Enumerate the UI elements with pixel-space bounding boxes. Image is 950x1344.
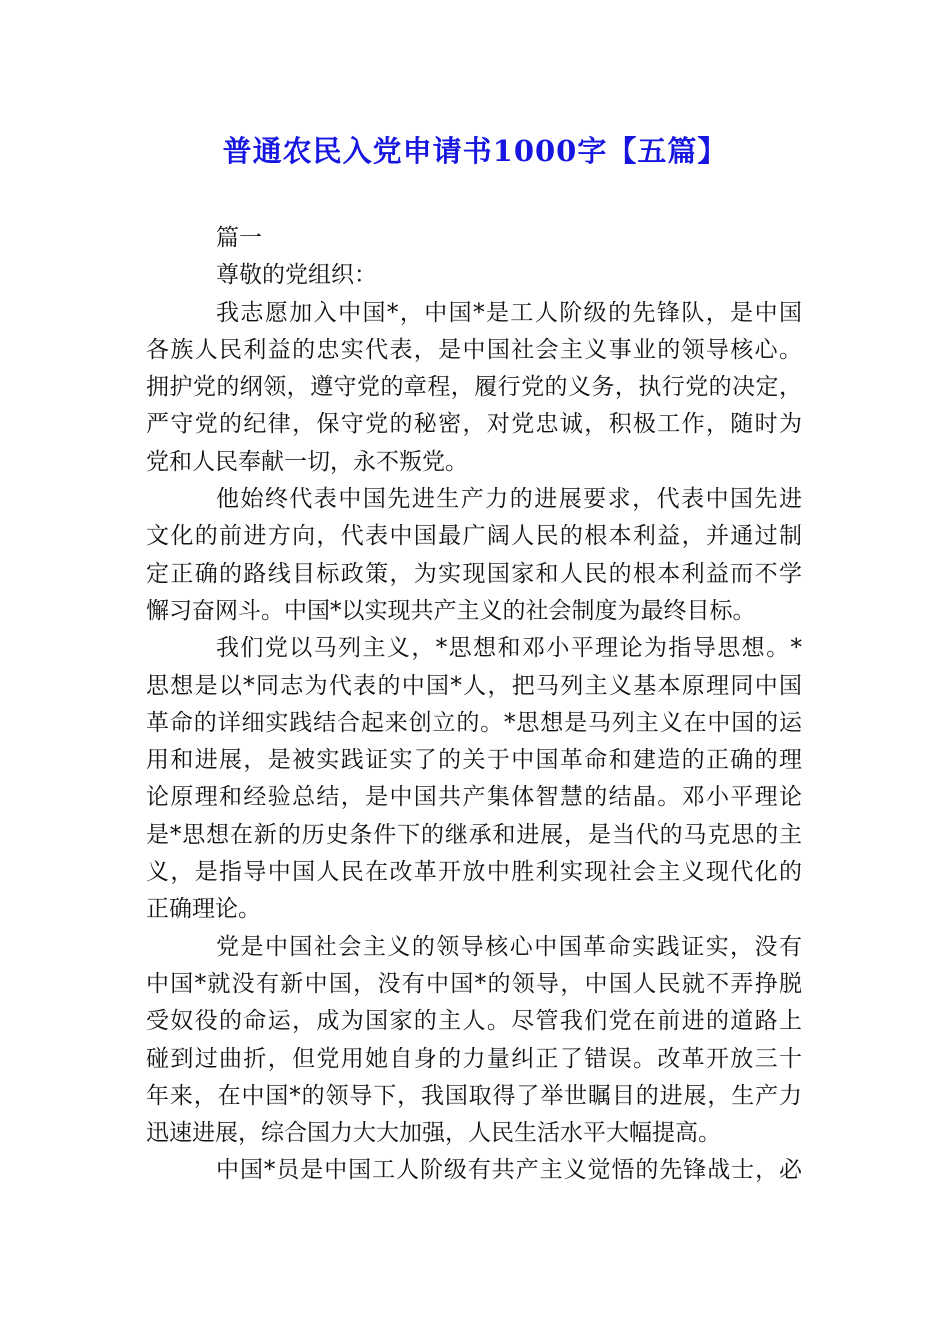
paragraph-line: 用和进展，是被实践证实了的关于中国革命和建造的正确的理	[146, 747, 802, 774]
paragraph-4	[146, 929, 802, 1153]
document-body	[146, 220, 802, 1190]
paragraph-line: 我们党以马列主义，*思想和邓小平理论为指导思想。*	[216, 635, 802, 662]
paragraph-line: 懈习奋网斗。中国*以实现共产主义的社会制度为最终目标。	[146, 597, 756, 624]
paragraph-line: 年来，在中国*的领导下，我国取得了举世瞩目的进展，生产力	[146, 1082, 802, 1109]
paragraph-line: 迅速进展，综合国力大大加强，人民生活水平大幅提高。	[146, 1120, 721, 1147]
paragraph-line: 严守党的纪律，保守党的秘密，对党忠诚，积极工作，随时为	[146, 411, 802, 438]
paragraph-line: 思想是以*同志为代表的中国*人，把马列主义基本原理同中国	[146, 672, 802, 699]
paragraph-line: 义，是指导中国人民在改革开放中胜利实现社会主义现代化的	[146, 859, 802, 886]
paragraph-line: 我志愿加入中国*，中国*是工人阶级的先锋队，是中国	[216, 299, 802, 326]
paragraph-line: 定正确的路线目标政策，为实现国家和人民的根本利益而不学	[146, 560, 802, 587]
paragraph-line: 是*思想在新的历史条件下的继承和进展，是当代的马克思的主	[146, 821, 802, 848]
paragraph-line: 论原理和经验总结，是中国共产集体智慧的结晶。邓小平理论	[146, 784, 802, 811]
document-title: 普通农民入党申请书1000字【五篇】	[222, 134, 728, 168]
paragraph-line: 文化的前进方向，代表中国最广阔人民的根本利益，并通过制	[146, 523, 802, 550]
paragraph-line: 党是中国社会主义的领导核心中国革命实践证实，没有	[216, 933, 802, 960]
paragraph-line: 正确理论。	[146, 896, 261, 923]
paragraph-line: 中国*就没有新中国，没有中国*的领导，中国人民就不弄挣脱	[146, 970, 802, 997]
paragraph-1	[146, 295, 802, 481]
paragraph-2	[146, 481, 802, 630]
paragraph-5	[146, 1152, 802, 1189]
paragraph-line: 碰到过曲折，但党用她自身的力量纠正了错误。改革开放三十	[146, 1045, 802, 1072]
paragraph-3	[146, 630, 802, 928]
section-label: 篇一	[216, 225, 262, 251]
paragraph-line: 拥护党的纲领，遵守党的章程，履行党的义务，执行党的决定，	[146, 374, 802, 401]
paragraph-line: 革命的详细实践结合起来创立的。*思想是马列主义在中国的运	[146, 709, 802, 736]
paragraph-line: 各族人民利益的忠实代表，是中国社会主义事业的领导核心。	[146, 336, 802, 363]
paragraph-line: 受奴役的命运，成为国家的主人。尽管我们党在前进的道路上	[146, 1008, 802, 1035]
paragraph-line: 他始终代表中国先进生产力的进展要求，代表中国先进	[216, 486, 802, 513]
salutation: 尊敬的党组织：	[216, 262, 377, 289]
paragraph-line: 党和人民奉献一切，永不叛党。	[146, 448, 468, 475]
paragraph-line: 中国*员是中国工人阶级有共产主义觉悟的先锋战士，必	[216, 1157, 802, 1184]
